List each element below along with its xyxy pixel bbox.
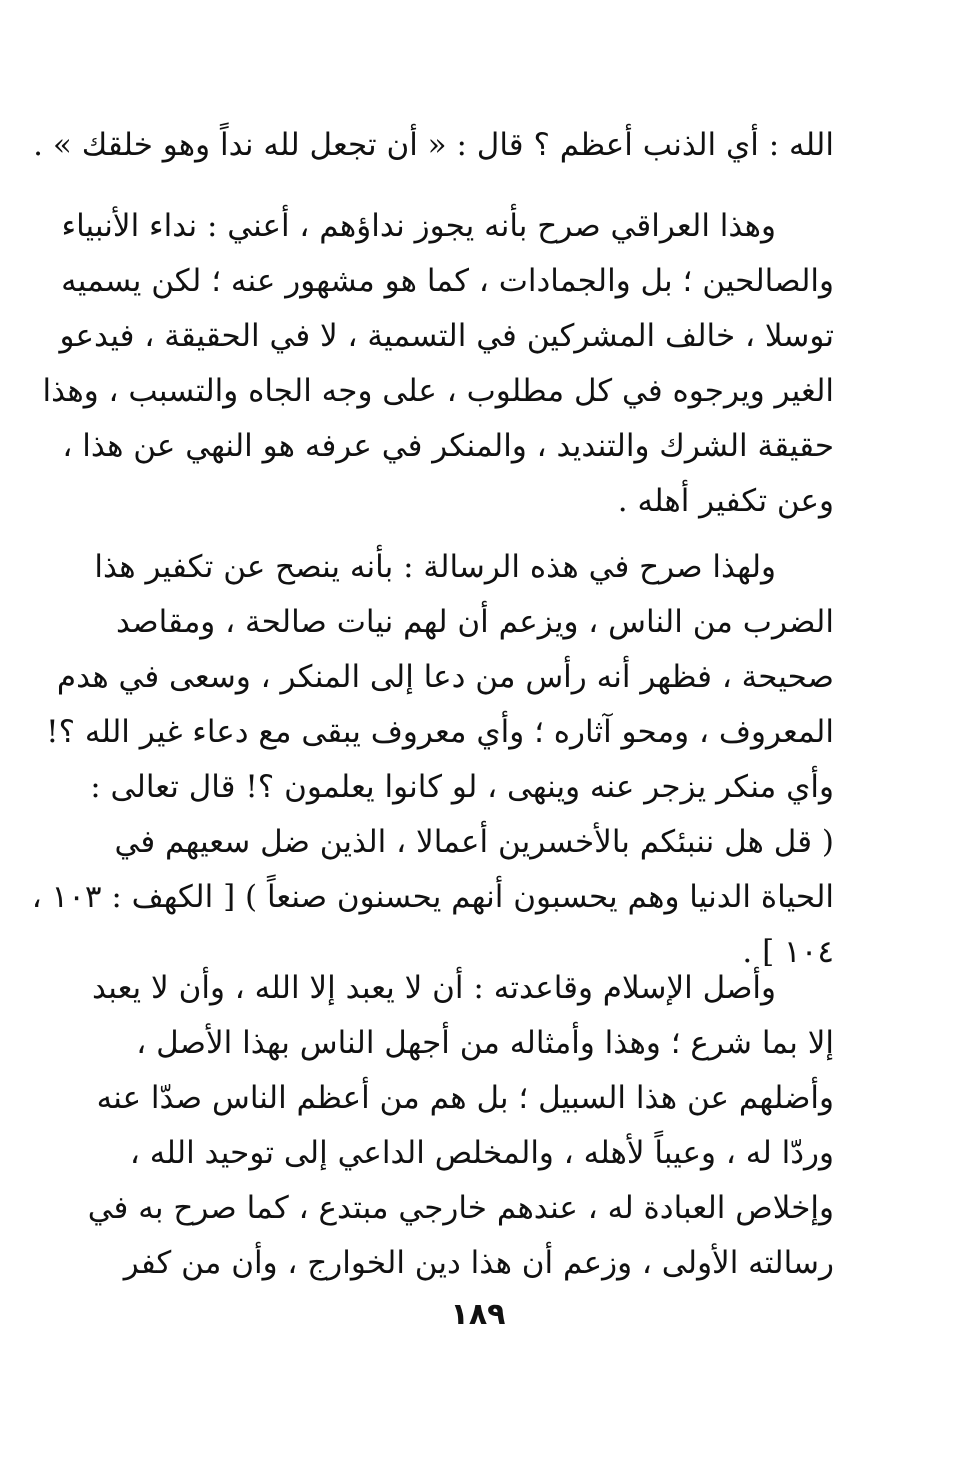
text-line: ولهذا صرح في هذه الرسالة : بأنه ينصح عن تكفير هذا bbox=[94, 549, 776, 585]
text-line: إلا بما شرع ؛ وهذا وأمثاله من أجهل الناس بهذا الأصل ، bbox=[136, 1025, 834, 1061]
page-number: ١٨٩ bbox=[450, 1297, 506, 1332]
text-line: وأي منكر يزجر عنه وينهى ، لو كانوا يعلمون ؟! قال تعالى : bbox=[90, 769, 834, 805]
text-line: المعروف ، ومحو آثاره ؛ وأي معروف يبقى مع دعاء غير الله ؟! bbox=[46, 714, 834, 750]
text-line: حقيقة الشرك والتنديد ، والمنكر في عرفه هو النهي عن هذا ، bbox=[62, 428, 834, 464]
text-line: والصالحين ؛ بل والجمادات ، كما هو مشهور عنه ؛ لكن يسميه bbox=[61, 263, 834, 299]
text-line: ( قل هل ننبئكم بالأخسرين أعمالا ، الذين ضل سعيهم في bbox=[114, 824, 834, 860]
text-line: الحياة الدنيا وهم يحسبون أنهم يحسنون صنعاً ) [ الكهف : ١٠٣ ، bbox=[31, 879, 834, 915]
text-line: الضرب من الناس ، ويزعم أن لهم نيات صالحة ، ومقاصد bbox=[115, 604, 834, 640]
text-line: وأصل الإسلام وقاعدته : أن لا يعبد إلا الله ، وأن لا يعبد bbox=[91, 970, 776, 1006]
text-line: الله : أي الذنب أعظم ؟ قال : « أن تجعل لله نداً وهو خلقك » . bbox=[33, 127, 834, 163]
text-line: وإخلاص العبادة له ، عندهم خارجي مبتدع ، كما صرح به في bbox=[87, 1190, 834, 1226]
text-line: صحيحة ، فظهر أنه رأس من دعا إلى المنكر ، وسعى في هدم bbox=[56, 659, 834, 695]
text-line: توسلا ، خالف المشركين في التسمية ، لا في الحقيقة ، فيدعو bbox=[59, 318, 834, 354]
text-line: وردّا له ، وعيباً لأهله ، والمخلص الداعي إلى توحيد الله ، bbox=[129, 1135, 834, 1171]
text-line: ١٠٤ ] . bbox=[742, 934, 834, 970]
paragraph-2 bbox=[42, 199, 834, 529]
text-line: وعن تكفير أهله . bbox=[617, 483, 834, 519]
paragraph-4 bbox=[87, 961, 834, 1291]
paragraph-3 bbox=[31, 540, 834, 980]
text-line: رسالته الأولى ، وزعم أن هذا دين الخوارج ، وأن من كفر bbox=[123, 1245, 834, 1281]
text-line: وأضلهم عن هذا السبيل ؛ بل هم من أعظم الناس صدّا عنه bbox=[96, 1080, 834, 1116]
text-line: وهذا العراقي صرح بأنه يجوز نداؤهم ، أعني : نداء الأنبياء bbox=[61, 208, 776, 244]
text-line: الغير ويرجوه في كل مطلوب ، على وجه الجاه والتسبب ، وهذا bbox=[42, 373, 834, 409]
paragraph-1 bbox=[33, 118, 834, 173]
